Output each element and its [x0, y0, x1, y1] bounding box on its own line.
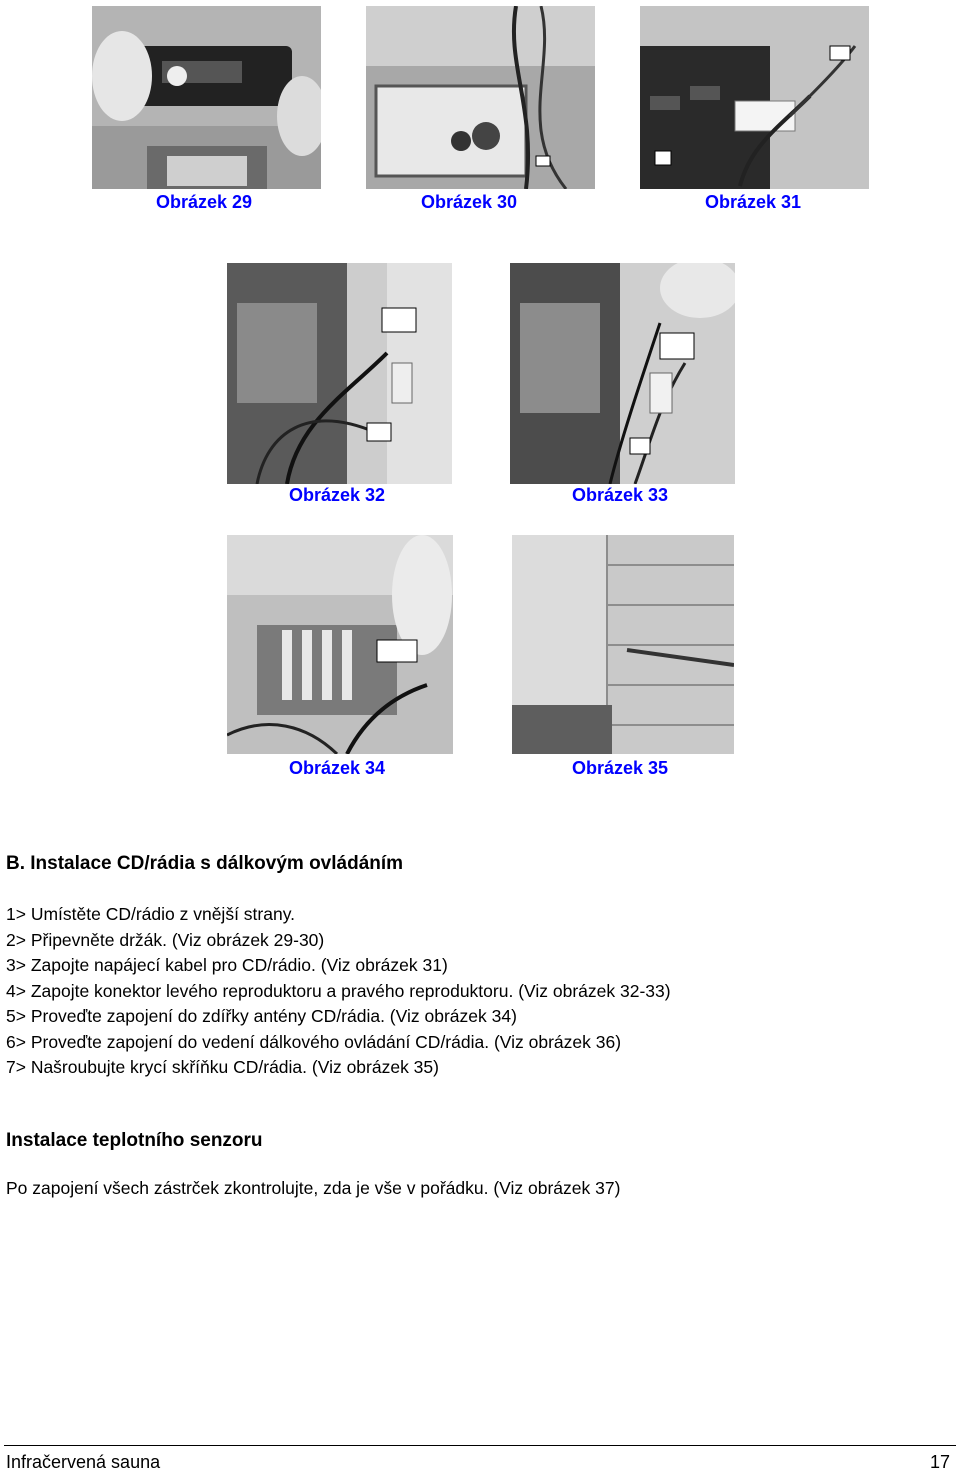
section-b-heading: B. Instalace CD/rádia s dálkovým ovládáním	[6, 853, 404, 874]
caption-figure-30: Obrázek 30	[421, 192, 518, 212]
step-item: 4> Zapojte konektor levého reproduktoru a pravého reproduktoru. (Viz obrázek 32-33)	[6, 980, 671, 1001]
caption-figure-33: Obrázek 33	[572, 485, 669, 505]
footer-divider	[4, 1445, 956, 1446]
photo-figure-32	[227, 263, 452, 484]
step-item: 1> Umístěte CD/rádio z vnější strany.	[6, 904, 296, 924]
installation-steps	[6, 902, 671, 1081]
step-item: 2> Připevněte držák. (Viz obrázek 29-30)	[6, 929, 325, 950]
sensor-paragraph: Po zapojení všech zástrček zkontrolujte, zda je vše v pořádku. (Viz obrázek 37)	[6, 1178, 621, 1198]
step-item: 3> Zapojte napájecí kabel pro CD/rádio. (Viz obrázek 31)	[6, 955, 448, 975]
page-number: 17	[929, 1452, 950, 1472]
step-item: 5> Proveďte zapojení do zdířky antény CD/rádia. (Viz obrázek 34)	[6, 1006, 517, 1026]
photo-figure-33	[510, 263, 735, 484]
caption-figure-35: Obrázek 35	[572, 758, 669, 778]
photo-figure-30	[366, 6, 595, 189]
caption-figure-31: Obrázek 31	[705, 192, 802, 212]
caption-figure-34: Obrázek 34	[289, 758, 386, 778]
photo-figure-35	[512, 535, 734, 754]
caption-figure-32: Obrázek 32	[289, 485, 386, 505]
photo-figure-31	[640, 6, 869, 189]
step-item: 7> Našroubujte krycí skříňku CD/rádia. (Viz obrázek 35)	[6, 1057, 439, 1077]
caption-figure-29: Obrázek 29	[156, 192, 253, 212]
step-item: 6> Proveďte zapojení do vedení dálkového ovládání CD/rádia. (Viz obrázek 36)	[6, 1031, 622, 1052]
photo-figure-34	[227, 535, 453, 754]
sensor-heading: Instalace teplotního senzoru	[6, 1130, 263, 1151]
photo-figure-29	[92, 6, 321, 189]
footer-title: Infračervená sauna	[6, 1452, 161, 1472]
